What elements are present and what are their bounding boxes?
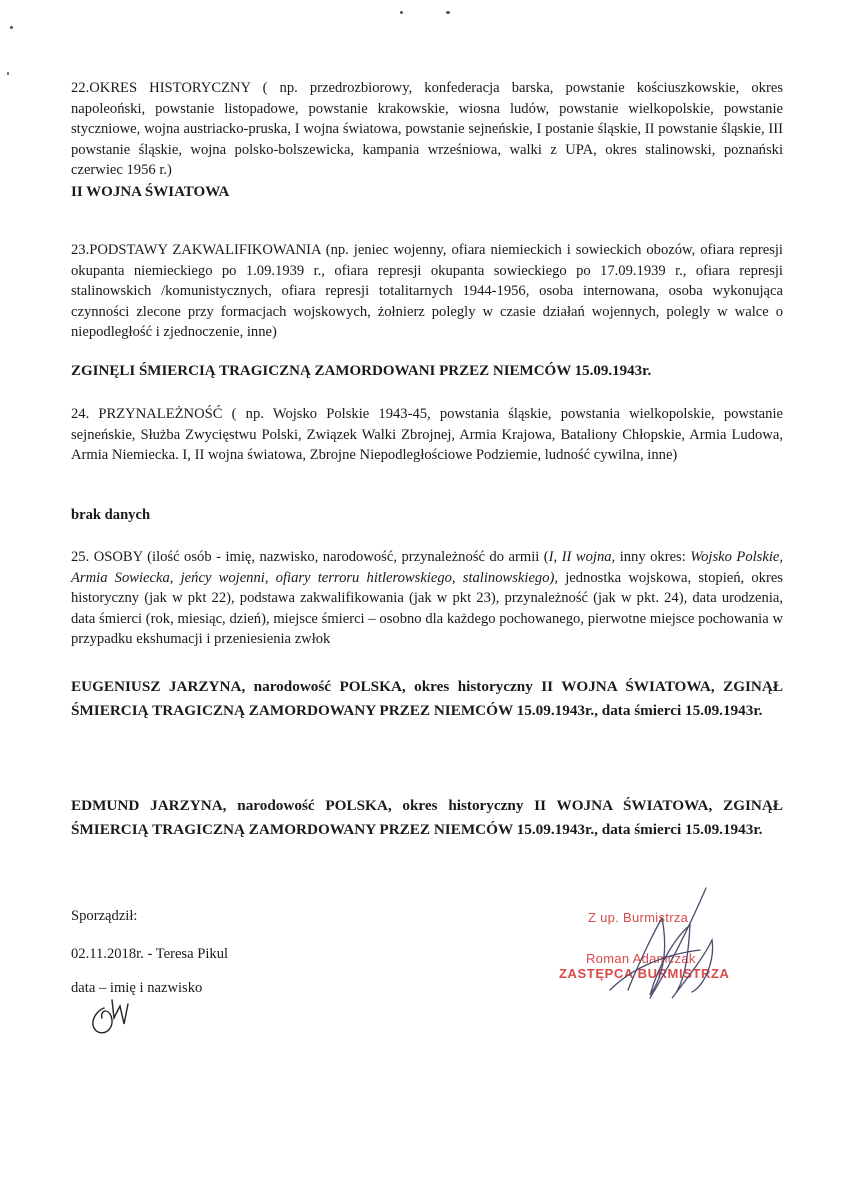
handwritten-signature: [610, 888, 713, 998]
stamp-line-3: ZASTĘPCA BURMISTRZA: [559, 966, 730, 981]
section-23-answer: ZGINĘLI ŚMIERCIĄ TRAGICZNĄ ZAMORDOWANI PRZEZ NIEMCÓW 15.09.1943r.: [71, 363, 652, 379]
person-entry-1: EUGENIUSZ JARZYNA, narodowość POLSKA, okres historyczny II WOJNA ŚWIATOWA, ZGINĄŁ ŚMIERCIĄ TRAGICZNĄ ZAMORDOWANY PRZEZ NIEMCÓW 15.09.1943r., data śmierci 15.09.1943r.: [71, 678, 783, 719]
initials-mark: [93, 1000, 128, 1033]
section-25-text-a: 25. OSOBY (ilość osób - imię, nazwisko, narodowość, przynależność do armii (: [71, 549, 549, 565]
section-24-answer: brak danych: [71, 507, 151, 523]
date-name-caption: data – imię i nazwisko: [71, 980, 203, 996]
section-25-text-d: Wojsko Polskie, Armia Sowiecka, jeńcy wojenni, ofiary terroru hitlerowskiego, stalinowskiego),: [71, 549, 784, 586]
section-25-text-e: jednostka wojskowa, stopień, okres historyczny (jak w pkt 22), podstawa zakwalifikowania (jak w pkt 23), przynależność (jak w pkt. 24), data urodzenia, data śmierci (rok, miesiąc, dzień), miejsce śmierci – osobno dla każdego pochowanego, pierwotne miejsce pochowania w przypadku ekshumacji i przeniesienia zwłok: [71, 569, 783, 648]
stamp-line-2: Roman Adamczak: [586, 951, 696, 966]
section-22-text: 22.OKRES HISTORYCZNY ( np. przedrozbiorowy, konfederacja barska, powstanie kościuszkowskie, okres napoleoński, powstanie listopadowe, powstanie krakowskie, wiosna ludów, powstanie wielkopolskie, powstanie styczniowe, wojna austriacko-pruska, I wojna światowa, powstanie sejneńskie, I postanie śląskie, II powstanie śląskie, III powstanie śląskie, wojna polsko-bolszewicka, kampania wrześniowa, walki z UPA, okres stalinowski, poznański czerwiec 1956 r.): [71, 80, 783, 179]
prepared-date-name: 02.11.2018r. - Teresa Pikul: [71, 946, 229, 962]
section-23-text: 23.PODSTAWY ZAKWALIFIKOWANIA (np. jeniec wojenny, ofiara niemieckich i sowieckich obozów, ofiara represji okupanta niemieckiego po 1.09.1939 r., ofiara represji okupanta sowieckiego po 17.09.1939 r., ofiara represji stalinowskich /komunistycznych, ofiara represji totalitarnych 1944-1956, osoba internowana, osoba wykonująca czynności zlecone przy formacjach wojskowych, żołnierz polegly w czasie działań wojennych, polegly w walce o niepodległość i zjednoczenie, inne): [71, 242, 783, 341]
section-24-text: 24. PRZYNALEŻNOŚĆ ( np. Wojsko Polskie 1943-45, powstania śląskie, powstania wielkopolskie, powstanie sejneńskie, Służba Zwycięstwu Polski, Związek Walki Zbrojnej, Armia Krajowa, Bataliony Chłopskie, Armia Ludowa, Armia Niemiecka. I, II wojna światowa, Zbrojne Niepodległościowe Podziemie, ludność cywilna, inne): [71, 406, 783, 464]
prepared-by-label: Sporządził:: [71, 908, 138, 924]
section-25-text-b: I, II wojna,: [548, 549, 616, 565]
section-25-text-c: inny okres:: [615, 549, 691, 565]
stamp-line-1: Z up. Burmistrza: [588, 910, 689, 925]
section-22-answer: II WOJNA ŚWIATOWA: [71, 184, 230, 200]
person-entry-2: EDMUND JARZYNA, narodowość POLSKA, okres historyczny II WOJNA ŚWIATOWA, ZGINĄŁ ŚMIERCIĄ TRAGICZNĄ ZAMORDOWANY PRZEZ NIEMCÓW 15.09.1943r., data śmierci 15.09.1943r.: [71, 797, 783, 838]
